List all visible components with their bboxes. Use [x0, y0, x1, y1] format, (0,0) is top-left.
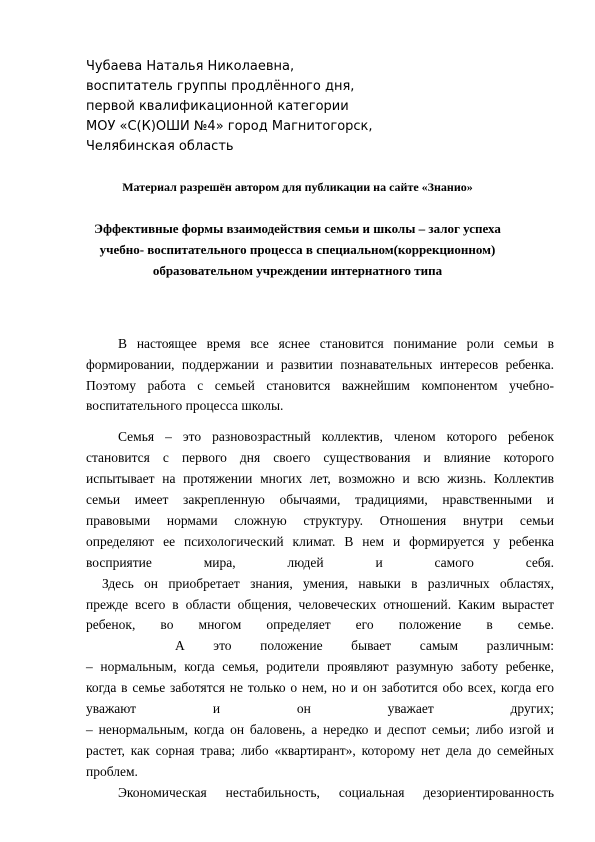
body-line: В настоящее время все яснее становится понимание роли семьи в	[118, 336, 554, 351]
body-line: растет, как сорная трава; либо «квартирант», которому нет дела до семейных	[86, 743, 554, 758]
article-title	[40, 218, 555, 281]
body-line: становится с первого дня своего существования и влияние которого	[86, 450, 554, 465]
body-line: Поэтому работа с семьей становится важнейшим компонентом учебно-	[86, 378, 554, 393]
author-position: воспитатель группы продлённого дня,	[86, 79, 355, 94]
body-line: уважают и он уважает других;	[86, 701, 554, 716]
author-block	[86, 57, 373, 157]
body-line: восприятие мира, людей и самого себя.	[86, 555, 554, 570]
body-line: – нормальным, когда семья, родители проявляют разумную заботу ребенке,	[86, 659, 554, 674]
body-line: правовыми нормами сложную структуру. Отношения внутри семьи	[86, 513, 554, 528]
body-line: прежде всего в области общения, человеческих отношений. Каким вырастет	[86, 597, 554, 612]
body-line: определяют ее психологический климат. В нем и формируется у ребенка	[86, 534, 554, 549]
body-line: формировании, поддержании и развитии познавательных интересов ребенка.	[86, 357, 554, 372]
title-line: Эффективные формы взаимодействия семьи и школы – залог успеха	[94, 221, 501, 236]
body-line: воспитательного процесса школы.	[86, 398, 284, 413]
title-line: учебно- воспитательного процесса в специальном(коррекционном)	[99, 242, 496, 257]
body-line: Семья – это разновозрастный коллектив, членом которого ребенок	[118, 429, 554, 444]
publication-permission: Материал разрешён автором для публикации на сайте «Знанио»	[122, 180, 473, 194]
author-school: МОУ «С(К)ОШИ №4» город Магнитогорск,	[86, 119, 373, 134]
body-line: семьи имеет закрепленную обычаями, традициями, нравственными и	[86, 492, 554, 507]
body-line: ребенок, во многом определяет его положение в семье.	[86, 617, 554, 632]
body-line: – ненормальным, когда он баловень, а нередко и деспот семьи; либо изгой и	[86, 722, 554, 737]
body-line: испытывает на протяжении многих лет, возможно и всю жизнь. Коллектив	[86, 471, 554, 486]
author-region: Челябинская область	[86, 139, 234, 154]
body-line: А это положение бывает самым различным:	[175, 638, 554, 653]
body-line: Экономическая нестабильность, социальная дезориентированность	[118, 785, 554, 800]
title-line: образовательном учреждении интернатного типа	[152, 263, 443, 278]
body-line: Здесь он приобретает знания, умения, навыки в различных областях,	[102, 576, 554, 591]
author-category: первой квалификационной категории	[86, 99, 349, 114]
author-name: Чубаева Наталья Николаевна,	[86, 59, 295, 74]
body-line: проблем.	[86, 764, 138, 779]
body-line: когда в семье заботятся не только о нем, но и он заботится обо всех, когда его	[86, 680, 554, 695]
